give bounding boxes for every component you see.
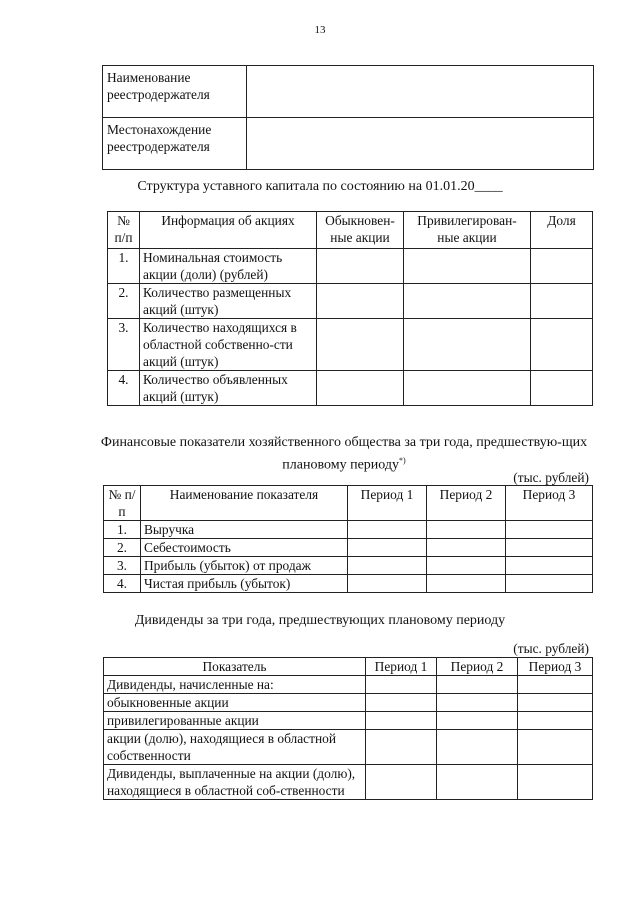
col-header-indicator: Показатель — [104, 658, 366, 676]
cell-period — [506, 521, 593, 539]
row-num: 2. — [104, 539, 141, 557]
dividends-title: Дивиденды за три года, предшествующих плановому периоду — [134, 613, 506, 628]
cell-common — [317, 249, 404, 284]
table-row — [104, 694, 593, 712]
cell-common — [317, 284, 404, 319]
col-header-period-1: Период 1 — [348, 486, 427, 521]
cell-preferred — [404, 371, 531, 406]
col-header-period-3: Период 3 — [518, 658, 593, 676]
table-header-row — [104, 658, 593, 676]
registrar-location-value — [247, 118, 594, 170]
cell-period — [348, 557, 427, 575]
col-header-share: Доля — [531, 212, 593, 249]
table-row — [104, 712, 593, 730]
col-header-common: Обыкновен-ные акции — [317, 212, 404, 249]
row-num: 4. — [104, 575, 141, 593]
cell-period — [437, 694, 518, 712]
cell-period — [437, 765, 518, 800]
cell-period — [506, 575, 593, 593]
page-number: 13 — [314, 24, 326, 36]
col-header-num: № п/п — [108, 212, 140, 249]
row-name: Прибыль (убыток) от продаж — [141, 557, 348, 575]
row-indicator: акции (долю), находящиеся в областной собственности — [104, 730, 366, 765]
table-row — [103, 118, 594, 170]
row-num: 4. — [108, 371, 140, 406]
registrar-name-value — [247, 66, 594, 118]
cell-period — [518, 765, 593, 800]
cell-share — [531, 319, 593, 371]
row-name: Выручка — [141, 521, 348, 539]
cell-period — [348, 575, 427, 593]
cell-share — [531, 371, 593, 406]
table-row — [104, 765, 593, 800]
registrar-name-label: Наименование реестродержателя — [103, 66, 247, 118]
cell-period — [366, 765, 437, 800]
table-row — [103, 66, 594, 118]
row-info: Количество размещенных акций (штук) — [140, 284, 317, 319]
table-row — [108, 371, 593, 406]
cell-period — [518, 712, 593, 730]
cell-period — [366, 730, 437, 765]
table-row — [108, 284, 593, 319]
row-indicator: Дивиденды, выплаченные на акции (долю), находящиеся в областной соб-ственности — [104, 765, 366, 800]
table-row — [108, 249, 593, 284]
col-header-name: Наименование показателя — [141, 486, 348, 521]
registrar-table — [102, 65, 594, 170]
cell-period — [366, 694, 437, 712]
cell-period — [366, 712, 437, 730]
footnote-mark: *) — [399, 456, 406, 465]
col-header-period-1: Период 1 — [366, 658, 437, 676]
cell-share — [531, 284, 593, 319]
row-name: Чистая прибыль (убыток) — [141, 575, 348, 593]
col-header-period-2: Период 2 — [437, 658, 518, 676]
cell-period — [348, 539, 427, 557]
cell-period — [348, 521, 427, 539]
cell-period — [437, 676, 518, 694]
row-num: 3. — [104, 557, 141, 575]
table-header-row — [108, 212, 593, 249]
table-row — [108, 319, 593, 371]
finance-title — [94, 434, 594, 475]
row-num: 1. — [108, 249, 140, 284]
dividends-table — [103, 657, 593, 800]
finance-table — [103, 485, 593, 593]
row-name: Себестоимость — [141, 539, 348, 557]
row-indicator: обыкновенные акции — [104, 694, 366, 712]
dividends-units: (тыс. рублей) — [513, 641, 589, 656]
table-row — [104, 557, 593, 575]
col-header-info: Информация об акциях — [140, 212, 317, 249]
finance-title-text: Финансовые показатели хозяйственного общества за три года, предшествую-щих плановому периоду — [100, 435, 588, 473]
table-row — [104, 575, 593, 593]
col-header-num: № п/п — [104, 486, 141, 521]
capital-structure-table — [107, 211, 593, 406]
row-indicator: Дивиденды, начисленные на: — [104, 676, 366, 694]
cell-period — [427, 575, 506, 593]
row-info: Количество объявленных акций (штук) — [140, 371, 317, 406]
cell-preferred — [404, 249, 531, 284]
cell-period — [427, 521, 506, 539]
table-row — [104, 521, 593, 539]
table-header-row — [104, 486, 593, 521]
capital-structure-title: Структура уставного капитала по состоянию на 01.01.20____ — [137, 179, 503, 194]
table-row — [104, 676, 593, 694]
row-indicator: привилегированные акции — [104, 712, 366, 730]
row-num: 3. — [108, 319, 140, 371]
row-num: 1. — [104, 521, 141, 539]
cell-preferred — [404, 319, 531, 371]
cell-period — [437, 730, 518, 765]
cell-period — [427, 539, 506, 557]
table-row — [104, 539, 593, 557]
cell-share — [531, 249, 593, 284]
col-header-period-2: Период 2 — [427, 486, 506, 521]
cell-preferred — [404, 284, 531, 319]
registrar-location-label: Местонахождение реестродержателя — [103, 118, 247, 170]
row-num: 2. — [108, 284, 140, 319]
cell-period — [518, 676, 593, 694]
row-info: Номинальная стоимость акции (доли) (рублей) — [140, 249, 317, 284]
cell-common — [317, 371, 404, 406]
cell-period — [506, 557, 593, 575]
cell-period — [427, 557, 506, 575]
cell-period — [437, 712, 518, 730]
finance-units: (тыс. рублей) — [513, 470, 589, 485]
table-row — [104, 730, 593, 765]
col-header-preferred: Привилегирован-ные акции — [404, 212, 531, 249]
row-info: Количество находящихся в областной собственно-сти акций (штук) — [140, 319, 317, 371]
col-header-period-3: Период 3 — [506, 486, 593, 521]
cell-period — [518, 730, 593, 765]
cell-period — [366, 676, 437, 694]
cell-period — [506, 539, 593, 557]
cell-period — [518, 694, 593, 712]
cell-common — [317, 319, 404, 371]
